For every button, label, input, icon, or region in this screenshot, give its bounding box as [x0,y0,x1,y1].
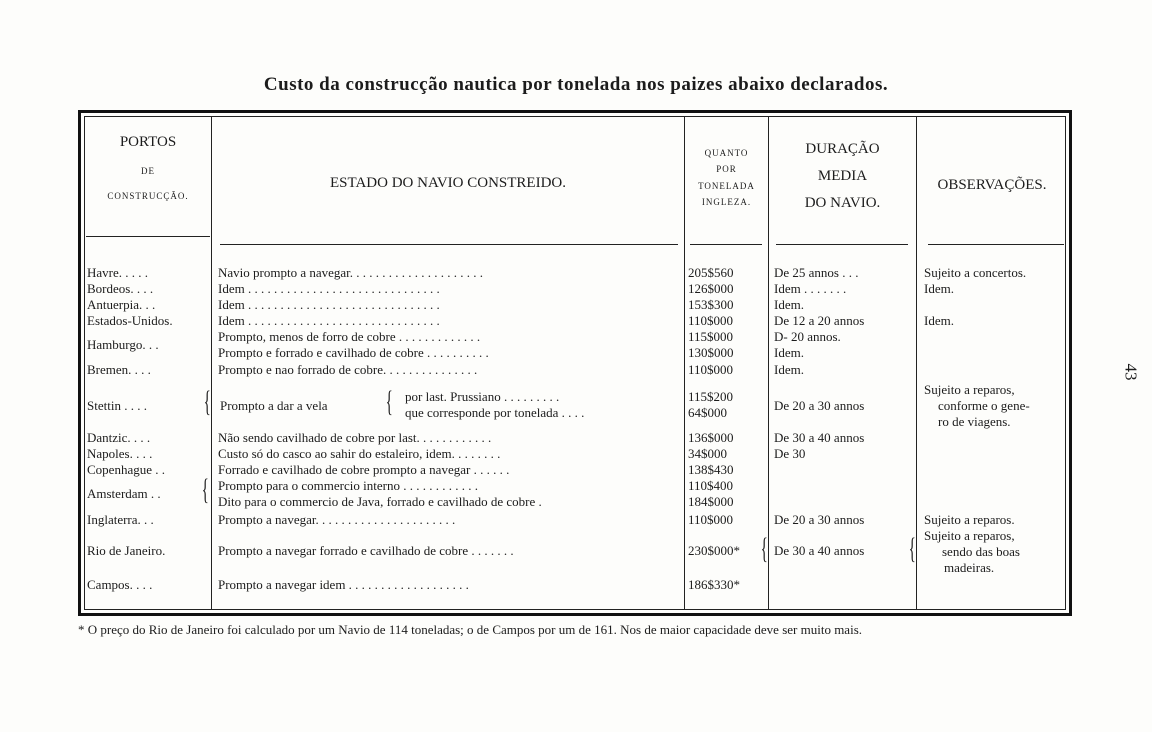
duration-cell: De 30 [774,446,806,461]
header-line: DURAÇÃO [805,141,880,157]
header-divider [86,236,210,237]
page-title: Custo da construcção nautica por tonelada nos paizes abaixo declarados. [263,74,889,95]
estado-cell: Prompto a navegar. . . . . . . . . . . . . . . . . . . . . . [218,512,456,527]
duration-cell: Idem. [774,345,804,360]
estado-cell: Navio prompto a navegar. . . . . . . . . . . . . . . . . . . . . [218,265,484,280]
header-divider [776,244,908,245]
duration-cell: De 30 a 40 annos [774,543,865,558]
port-cell: Hamburgo. . . [87,337,159,352]
estado-cell: Idem . . . . . . . . . . . . . . . . . . . . . . . . . . . . . . [218,297,440,312]
estado-cell: Prompto, menos de forro de cobre . . . . . . . . . . . . . [218,329,481,344]
header-estado: ESTADO DO NAVIO CONSTREIDO. [329,175,567,191]
brace: { [385,385,393,418]
port-cell: Napoles. . . . [87,446,153,461]
estado-cell: Não sendo cavilhado de cobre por last. . . . . . . . . . . . [218,430,492,445]
observation-cell: conforme o gene- [938,398,1030,413]
price-cell: 110$000 [688,313,734,328]
header-observacoes: OBSERVAÇÕES. [937,177,1047,193]
port-cell: Campos. . . . [87,577,153,592]
price-cell: 205$560 [688,265,734,280]
header-divider [928,244,1064,245]
header-line: MEDIA [817,167,868,184]
observation-cell: Sujeito a reparos, [924,382,1015,397]
estado-subcell: por last. Prussiano . . . . . . . . . [405,389,560,404]
price-cell: 34$000 [688,446,727,461]
estado-cell: Idem . . . . . . . . . . . . . . . . . . . . . . . . . . . . . . [218,313,440,328]
price-cell: 136$000 [688,430,734,445]
header-portos [86,133,210,202]
price-cell: 126$000 [688,281,734,296]
brace: { [203,385,211,418]
port-cell: Dantzic. . . . [87,430,151,445]
port-cell: Bremen. . . . [87,362,151,377]
observation-cell: sendo das boas [942,544,1020,559]
estado-subcell: que corresponde por tonelada . . . . [405,405,585,420]
observation-cell: Idem. [924,313,954,328]
duration-cell: De 12 a 20 annos [774,313,865,328]
observation-cell: ro de viagens. [938,414,1011,429]
brace: { [201,473,209,506]
estado-cell: Prompto a navegar forrado e cavilhado de cobre . . . . . . . [218,543,514,558]
duration-cell: De 30 a 40 annos [774,430,865,445]
port-cell: Antuerpia. . . [87,297,156,312]
estado-cell: Dito para o commercio de Java, forrado e cavilhado de cobre . [218,494,542,509]
port-cell: Amsterdam . . [87,486,161,501]
header-line: TONELADA [698,180,755,191]
observation-cell: Idem. [924,281,954,296]
header-line: INGLEZA. [701,196,752,207]
observation-cell: Sujeito a reparos. [924,512,1015,527]
header-line: QUANTO [704,148,749,158]
brace: { [760,532,768,565]
header-divider [220,244,678,245]
price-cell: 184$000 [688,494,734,509]
estado-cell: Prompto a navegar idem . . . . . . . . . . . . . . . . . . . [218,577,469,592]
port-cell: Rio de Janeiro. [87,543,166,558]
duration-cell: D- 20 annos. [774,329,841,344]
brace: { [908,532,916,565]
footnote: * O preço do Rio de Janeiro foi calculado por um Navio de 114 toneladas; o de Campos por um de 161. Nos de maior capacidade deve ser muito mais. [78,622,862,637]
observation-cell: Sujeito a concertos. [924,265,1027,280]
header-divider [690,244,762,245]
port-cell: Havre. . . . . [87,265,149,280]
header-line: DE [141,165,155,176]
observation-cell: madeiras. [944,560,995,575]
estado-cell: Prompto a dar a vela [220,398,328,413]
price-cell: 64$000 [688,405,727,420]
price-cell: 130$000 [688,345,734,360]
price-cell: 138$430 [688,462,734,477]
page-number: 43 [1121,363,1141,381]
duration-cell: Idem. [774,362,804,377]
price-cell: 153$300 [688,297,734,312]
price-cell: 115$000 [688,329,734,344]
header-duracao [769,140,916,212]
estado-cell: Forrado e cavilhado de cobre prompto a navegar . . . . . . [218,462,510,477]
price-cell: 115$200 [688,389,734,404]
port-cell: Stettin . . . . [87,398,147,413]
duration-cell: De 20 a 30 annos [774,398,865,413]
port-cell: Estados-Unidos. [87,313,173,328]
duration-cell: De 20 a 30 annos [774,512,865,527]
header-quanto [685,148,768,208]
price-cell: 110$400 [688,478,734,493]
observation-cell: Sujeito a reparos, [924,528,1015,543]
duration-cell: De 25 annos . . . [774,265,859,280]
price-cell: 186$330* [688,577,740,592]
estado-cell: Idem . . . . . . . . . . . . . . . . . . . . . . . . . . . . . . [218,281,440,296]
price-cell: 230$000* [688,543,740,558]
estado-cell: Prompto e forrado e cavilhado de cobre . . . . . . . . . . [218,345,489,360]
header-line: POR [716,164,737,175]
port-cell: Copenhague . . [87,462,165,477]
header-line: PORTOS [119,134,177,150]
port-cell: Inglaterra. . . [87,512,154,527]
duration-cell: Idem . . . . . . . [774,281,847,296]
estado-cell: Prompto para o commercio interno . . . . . . . . . . . . [218,478,478,493]
header-line: DO NAVIO. [804,194,881,211]
price-cell: 110$000 [688,362,734,377]
price-cell: 110$000 [688,512,734,527]
estado-cell: Prompto e nao forrado de cobre. . . . . . . . . . . . . . . [218,362,478,377]
port-cell: Bordeos. . . . [87,281,154,296]
estado-cell: Custo só do casco ao sahir do estaleiro, idem. . . . . . . . [218,446,501,461]
header-line: CONSTRUCÇÃO. [107,191,189,201]
duration-cell: Idem. [774,297,804,312]
